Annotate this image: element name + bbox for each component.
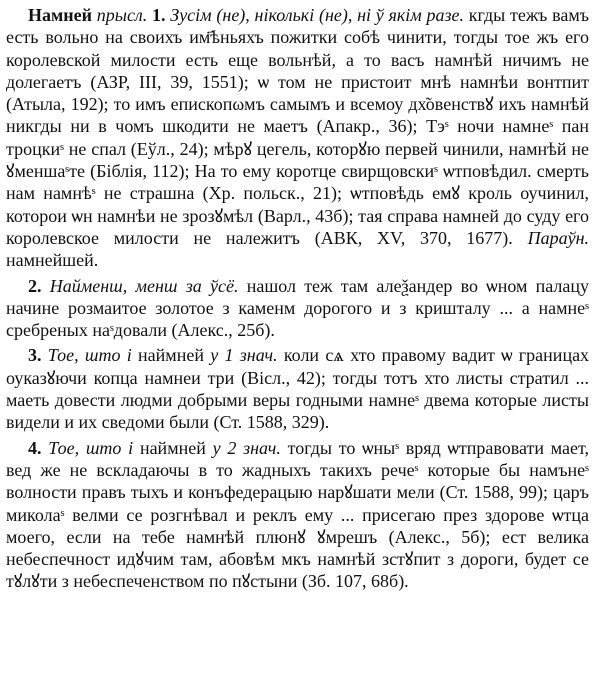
sense-gloss: Найменш, менш за ўсё. bbox=[49, 275, 239, 296]
sense-1 bbox=[6, 4, 589, 272]
derivative-word: намнейшей. bbox=[6, 250, 99, 271]
sense-gloss: Тое, што і bbox=[47, 345, 132, 366]
sense-citations: тогды то ѡныˢ вряд ѡтправовати мает, вед же не вскладаючы в то жадныхъ такихъ речеˢ которые бы намънеˢ волности правъ тыхъ и конъфедерацыю нарꙋшати мели (Ст. 1588, 99); царъ миколаˢ велми се розгнѣвал и реклъ ему ... присегаю през здорове ѡтца моего, если на тебе намнѣй плюнꙋ ꙋмрешъ (Алекс., 5б); ест велика небеспечност идꙋчим там, абовѣм мкъ намнѣй зстꙋпит з дороги, будет се тꙋлꙋти з небеспеченством по пꙋстыни (Зб. 107, 68б). bbox=[6, 437, 590, 592]
sense-gloss: Тое, што і bbox=[48, 437, 134, 458]
sense-number: 2. bbox=[28, 275, 42, 296]
cross-reference-sense: у 2 знач. bbox=[212, 437, 281, 458]
sense-citations: коли сѧ хто правому вадит ѡ границах оуказꙋючи копца намнеи три (Віcл., 42); тогды тотъ хто листы стратил ... маеть довести людми добрыми веры годными намнеˢ двема которые листы видели и их сведоми были (Ст. 1588, 329). bbox=[6, 345, 590, 433]
sense-gloss: Зусім (не), ніколькі (не), ні ў якім разе. bbox=[170, 5, 465, 25]
sense-number: 4. bbox=[28, 437, 42, 458]
sense-number: 1. bbox=[152, 5, 166, 25]
sense-2 bbox=[6, 275, 589, 342]
derivative-label: Параўн. bbox=[527, 227, 589, 248]
cross-reference-word: наймней bbox=[138, 345, 204, 366]
sense-3 bbox=[6, 344, 589, 433]
headword: Намней bbox=[28, 5, 92, 25]
sense-4 bbox=[6, 437, 589, 593]
part-of-speech: прысл. bbox=[96, 5, 148, 25]
sense-citations: нашол теж там алеѯандер во ѡном палацу начине розмаитое золотое з каменм дорогого и з кришталу ... а намнеˢ сребреных наˢдовали (Алекс., 25б). bbox=[6, 275, 590, 341]
cross-reference-word: наймней bbox=[139, 437, 206, 458]
sense-citations: кгды тежъ вамъ есть вольно на своихъ им҃ѣньяхъ пожитки собѣ чинити, тогды тое жъ его королевской милости есть еще вольнѣй, а то васъ намнѣй ничимъ не долегаетъ (АЗР, III, 39, 1551); ѡ том не пристоит мнѣ намнѣи вонтпит (Атыла, 192); то имъ епископωмъ самымъ и всемоу дх̃овенствꙋ ихъ намнѣй никгды ни в чомъ шкодити не маетъ (Апакр., 36); Тэˢ ночи намнеˢ пан троцкиˢ не спал (Еўл., 24); мѣрꙋ цегель, которꙋю первей чинили, намнѣй не ꙋменшаˢте (Біблія, 112); На то ему коротце свирщовскиˢ ѡтповѣдил. смерть нам намнѣˢ не страшна (Хр. польск., 21); ѡтповѣдь емꙋ кроль оучинил, которои ѡн намнѣи не зрозꙋмѣл (Варл., 43б); тая справа намней до суду его королевское милости не належитъ (АВК, XV, 370, 1677). bbox=[6, 5, 590, 248]
sense-number: 3. bbox=[28, 345, 42, 366]
cross-reference-sense: у 1 знач. bbox=[210, 345, 278, 366]
